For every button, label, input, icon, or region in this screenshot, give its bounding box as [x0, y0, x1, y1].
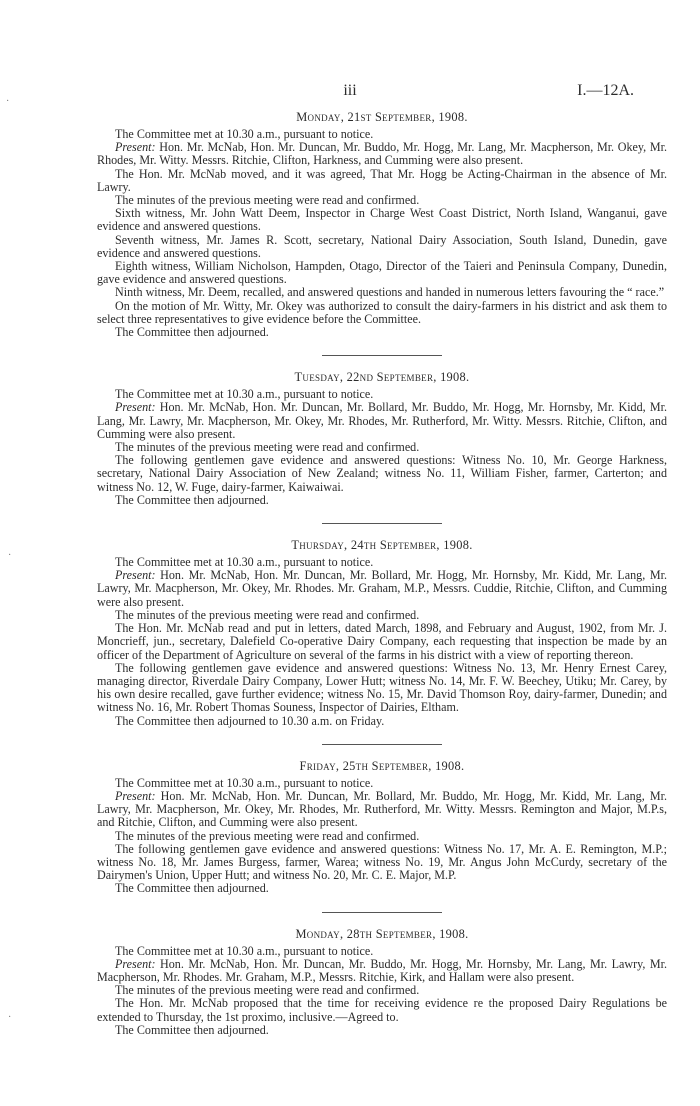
minutes-paragraph [97, 715, 667, 728]
meeting-section [97, 759, 667, 896]
meeting-section [97, 370, 667, 507]
paragraph-text: The following gentlemen gave evidence and answered questions: Witness No. 13, Mr. Henry Ernest Carey, managing director, Riverdale Dairy Company, Lower Hutt; witness No. 14, Mr. F. W. Beechey, Utiku; Mr. Carey, by his own desire recalled, gave further evidence; witness No. 15, Mr. David Thomson Roy, dairy-farmer, Dunedin; and witness No. 16, Mr. Robert Thomas Souness, Inspector of Dairies, Eltham. [97, 660, 667, 715]
paragraph-text: Seventh witness, Mr. James R. Scott, secretary, National Dairy Association, South Island, Dunedin, gave evidence and answered questions. [97, 232, 667, 260]
paragraph-text: The Committee met at 10.30 a.m., pursuant to notice. [115, 775, 374, 790]
minutes-paragraph [97, 207, 667, 233]
meeting-date: Thursday, 24th September, 1908. [291, 538, 473, 553]
minutes-paragraph [97, 326, 667, 339]
present-label: Present: [115, 140, 156, 155]
paragraph-text: The following gentlemen gave evidence and answered questions: Witness No. 17, Mr. A. E. Remington, M.P.; witness No. 18, Mr. James Burgess, farmer, Warea; witness No. 19, Mr. Angus John McCurdy, secretary of the Dairymen's Union, Upper Hutt; and witness No. 20, Mr. C. E. Major, M.P. [97, 841, 667, 883]
minutes-paragraph [97, 843, 667, 883]
minutes-paragraph [97, 234, 667, 260]
paragraph-text: The Committee then adjourned. [115, 492, 269, 507]
present-label: Present: [115, 400, 156, 415]
paragraph-text: The Committee met at 10.30 a.m., pursuant to notice. [115, 387, 374, 402]
paragraph-text: Hon. Mr. McNab, Hon. Mr. Duncan, Mr. Buddo, Mr. Hogg, Mr. Lang, Mr. Macpherson, Mr. Okey, Mr. Rhodes, Mr. Witty. Messrs. Ritchie, Clifton, Harkness, and Cumming were also present. [97, 140, 667, 168]
section-divider [322, 912, 442, 913]
paragraph-text: The minutes of the previous meeting were read and confirmed. [115, 607, 420, 622]
paragraph-text: The minutes of the previous meeting were read and confirmed. [115, 828, 420, 843]
minutes-paragraph [97, 454, 667, 494]
paragraph-text: The minutes of the previous meeting were read and confirmed. [115, 193, 420, 208]
attendance-paragraph [97, 401, 667, 441]
page-header [0, 82, 700, 102]
paragraph-text: Eighth witness, William Nicholson, Hampden, Otago, Director of the Taieri and Peninsula Company, Dunedin, gave evidence and answered questions. [97, 259, 667, 287]
paragraph-text: On the motion of Mr. Witty, Mr. Okey was authorized to consult the dairy-farmers in his district and ask them to select three representatives to give evidence before the Committee. [97, 298, 667, 326]
section-divider [322, 744, 442, 745]
present-label: Present: [115, 788, 156, 803]
meeting-date: Friday, 25th September, 1908. [299, 758, 465, 773]
meeting-section [97, 110, 667, 339]
paragraph-text: The Hon. Mr. McNab moved, and it was agreed, That Mr. Hogg be Acting-Chairman in the absence of Mr. Lawry. [97, 166, 667, 194]
minutes-paragraph [97, 494, 667, 507]
minutes-body [97, 110, 667, 1037]
paragraph-text: The Committee then adjourned. [115, 1022, 269, 1037]
minutes-paragraph [97, 1024, 667, 1037]
margin-dot: · [8, 1012, 12, 1023]
attendance-paragraph [97, 958, 667, 984]
minutes-paragraph [97, 300, 667, 326]
minutes-paragraph [97, 260, 667, 286]
meeting-section [97, 927, 667, 1037]
paragraph-text: Hon. Mr. McNab, Hon. Mr. Duncan, Mr. Bollard, Mr. Buddo, Mr. Hogg, Mr. Hornsby, Mr. Kidd, Mr. Lang, Mr. Lawry, Mr. Macpherson, Mr. Okey, Mr. Rhodes, Mr. Rutherford, Mr. Witty. Messrs. Ritchie, Clifton, and Cumming were also present. [97, 400, 667, 441]
attendance-paragraph [97, 790, 667, 830]
page-number: iii [343, 82, 357, 99]
attendance-paragraph [97, 569, 667, 609]
minutes-paragraph [97, 997, 667, 1023]
paragraph-text: Hon. Mr. McNab, Hon. Mr. Duncan, Mr. Bollard, Mr. Hogg, Mr. Hornsby, Mr. Kidd, Mr. Lang, Mr. Lawry, Mr. Macpherson, Mr. Okey, Mr. Rhodes. Mr. Graham, M.P., Messrs. Cuddie, Ritchie, Clifton, and Cumming were also present. [97, 568, 667, 609]
paragraph-text: Hon. Mr. McNab, Hon. Mr. Duncan, Mr. Buddo, Mr. Hogg, Mr. Hornsby, Mr. Lang, Mr. Lawry, Mr. Macpherson, Mr. Rhodes. Mr. Graham, M.P., Messrs. Ritchie, Kirk, and Hallam were also present. [97, 956, 667, 984]
minutes-paragraph [97, 168, 667, 194]
meeting-section [97, 538, 667, 728]
paragraph-text: The Hon. Mr. McNab read and put in letters, dated March, 1898, and February and August, 1902, from Mr. J. Moncrieff, jun., secretary, Dalefield Co-operative Dairy Company, each requesting that inspection be made by an officer of the Department of Agriculture on several of the farms in his district with a view of reporting thereon. [97, 621, 667, 662]
section-divider [322, 355, 442, 356]
section-divider [322, 523, 442, 524]
paragraph-text: The Committee then adjourned. [115, 881, 269, 896]
attendance-paragraph [97, 141, 667, 167]
meeting-date: Monday, 28th September, 1908. [295, 926, 469, 941]
paragraph-text: Hon. Mr. McNab, Hon. Mr. Duncan, Mr. Bollard, Mr. Buddo, Mr. Hogg, Mr. Kidd, Mr. Lang, Mr. Lawry, Mr. Macpherson, Mr. Okey, Mr. Rhodes, Mr. Rutherford, Mr. Witty. Messrs. Remington and Major, M.P.s, and Ritchie, Clifton, and Cumming were also present. [97, 788, 667, 830]
paragraph-text: The Committee then adjourned. [115, 325, 269, 340]
meeting-date: Tuesday, 22nd September, 1908. [294, 370, 470, 385]
paragraph-text: The Committee met at 10.30 a.m., pursuant to notice. [115, 127, 374, 141]
paragraph-text: The minutes of the previous meeting were read and confirmed. [115, 983, 420, 998]
minutes-paragraph [97, 882, 667, 895]
paragraph-text: The Committee met at 10.30 a.m., pursuant to notice. [115, 943, 374, 958]
meeting-date: Monday, 21st September, 1908. [296, 110, 468, 124]
paragraph-text: The Hon. Mr. McNab proposed that the time for receiving evidence re the proposed Dairy Regulations be extended to Thursday, the 1st proximo, inclusive.—Agreed to. [97, 996, 667, 1024]
present-label: Present: [115, 956, 156, 971]
margin-dot: · [6, 96, 10, 107]
present-label: Present: [115, 568, 156, 583]
paragraph-text: The Committee met at 10.30 a.m., pursuant to notice. [115, 555, 374, 570]
margin-dot: · [8, 550, 12, 561]
paragraph-text: Ninth witness, Mr. Deem, recalled, and answered questions and handed in numerous letters favouring the “ race.” [115, 285, 665, 300]
paper-reference: I.—12A. [577, 82, 634, 99]
paragraph-text: The Committee then adjourned to 10.30 a.m. on Friday. [115, 713, 385, 728]
paragraph-text: The following gentlemen gave evidence and answered questions: Witness No. 10, Mr. George Harkness, secretary, National Dairy Association of New Zealand; witness No. 11, William Fisher, farmer, Carterton; and witness No. 12, W. Fuge, dairy-farmer, Kaiwaiwai. [97, 453, 667, 494]
paragraph-text: The minutes of the previous meeting were read and confirmed. [115, 440, 420, 455]
minutes-paragraph [97, 622, 667, 662]
paragraph-text: Sixth witness, Mr. John Watt Deem, Inspector in Charge West Coast District, North Island, Wanganui, gave evidence and answered questions. [97, 206, 667, 234]
minutes-paragraph [97, 662, 667, 715]
